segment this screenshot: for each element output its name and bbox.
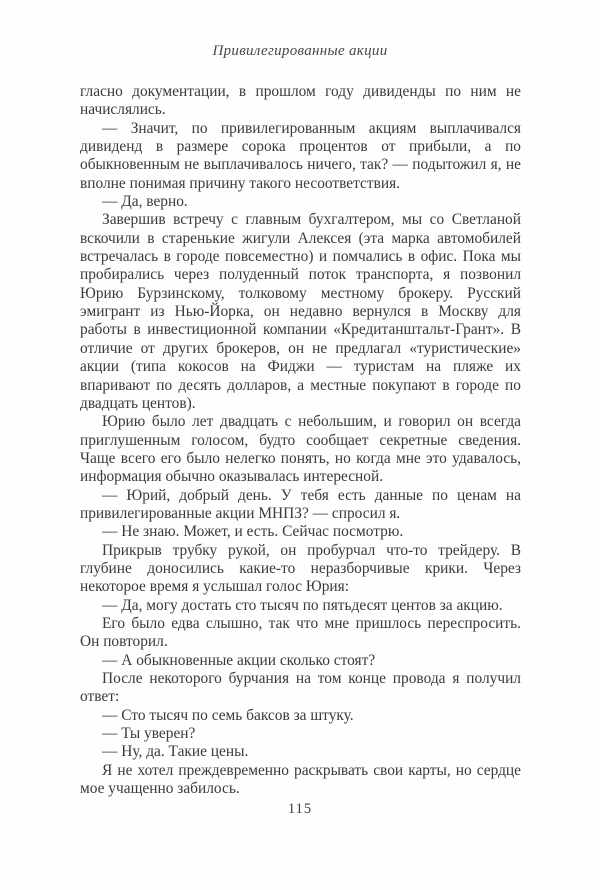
running-header: Привилегированные акции (212, 43, 388, 59)
paragraph: — Юрий, добрый день. У тебя есть данные по ценам на привилегированные акции МНПЗ? — спросил я. (80, 486, 521, 522)
paragraph: гласно документации, в прошлом году дивиденды по ним не начислялись. (80, 83, 521, 119)
paragraph: — Ты уверен? (102, 725, 196, 743)
paragraph: Его было едва слышно, так что мне пришлось переспросить. Он повторил. (80, 614, 521, 651)
text-block (80, 83, 521, 798)
paragraph: Я не хотел преждевременно раскрывать свои карты, но сердце мое учащенно забилось. (80, 761, 521, 798)
paragraph: — Ну, да. Такие цены. (102, 743, 249, 761)
paragraph: — Значит, по привилегированным акциям выплачивался дивиденд в размере сорока процентов от прибыли, а по обыкновенным не выплачивалось ничего, так? — подытожил я, не вполне понимая причину такого несоответствия. (80, 119, 521, 192)
paragraph: — Сто тысяч по семь баксов за штуку. (102, 706, 354, 724)
paragraph: Юрию было лет двадцать с небольшим, и говорил он всегда приглушенным голосом, будто сообщает секретные сведения. Чаще всего его было нелегко понять, но когда мне это удавалось, информация обычно оказывалась интересной. (80, 413, 521, 486)
paragraph: — А обыкновенные акции сколько стоят? (102, 651, 376, 669)
paragraph: — Да, верно. (102, 193, 188, 211)
paragraph: — Не знаю. Может, и есть. Сейчас посмотрю. (102, 523, 404, 541)
page-number: 115 (287, 801, 313, 817)
paragraph: Завершив встречу с главным бухгалтером, мы со Светланой вскочили в старенькие жигули Алексея (эта марка автомобилей встречалась в городе повсеместно) и помчались в офис. Пока мы пробирались через полуденный поток транспорта, я позвонил Юрию Бурзинскому, толковому местному брокеру. Русский эмигрант из Нью-Йорка, он недавно вернулся в Москву для работы в инвестиционной компании «Кредитанштальт-Грант». В отличие от других брокеров, он не предлагал «туристические» акции (типа кокосов на Фиджи — туристам на пляже их впаривают по десять долларов, а местные покупают в городе по двадцать центов). (80, 211, 521, 412)
paragraph: После некоторого бурчания на том конце провода я получил ответ: (80, 670, 521, 706)
paragraph: — Да, могу достать сто тысяч по пятьдесят центов за акцию. (102, 596, 503, 614)
paragraph: Прикрыв трубку рукой, он пробурчал что-то трейдеру. В глубине доносились какие-то неразборчивые крики. Через некоторое время я услышал голос Юрия: (80, 541, 521, 596)
